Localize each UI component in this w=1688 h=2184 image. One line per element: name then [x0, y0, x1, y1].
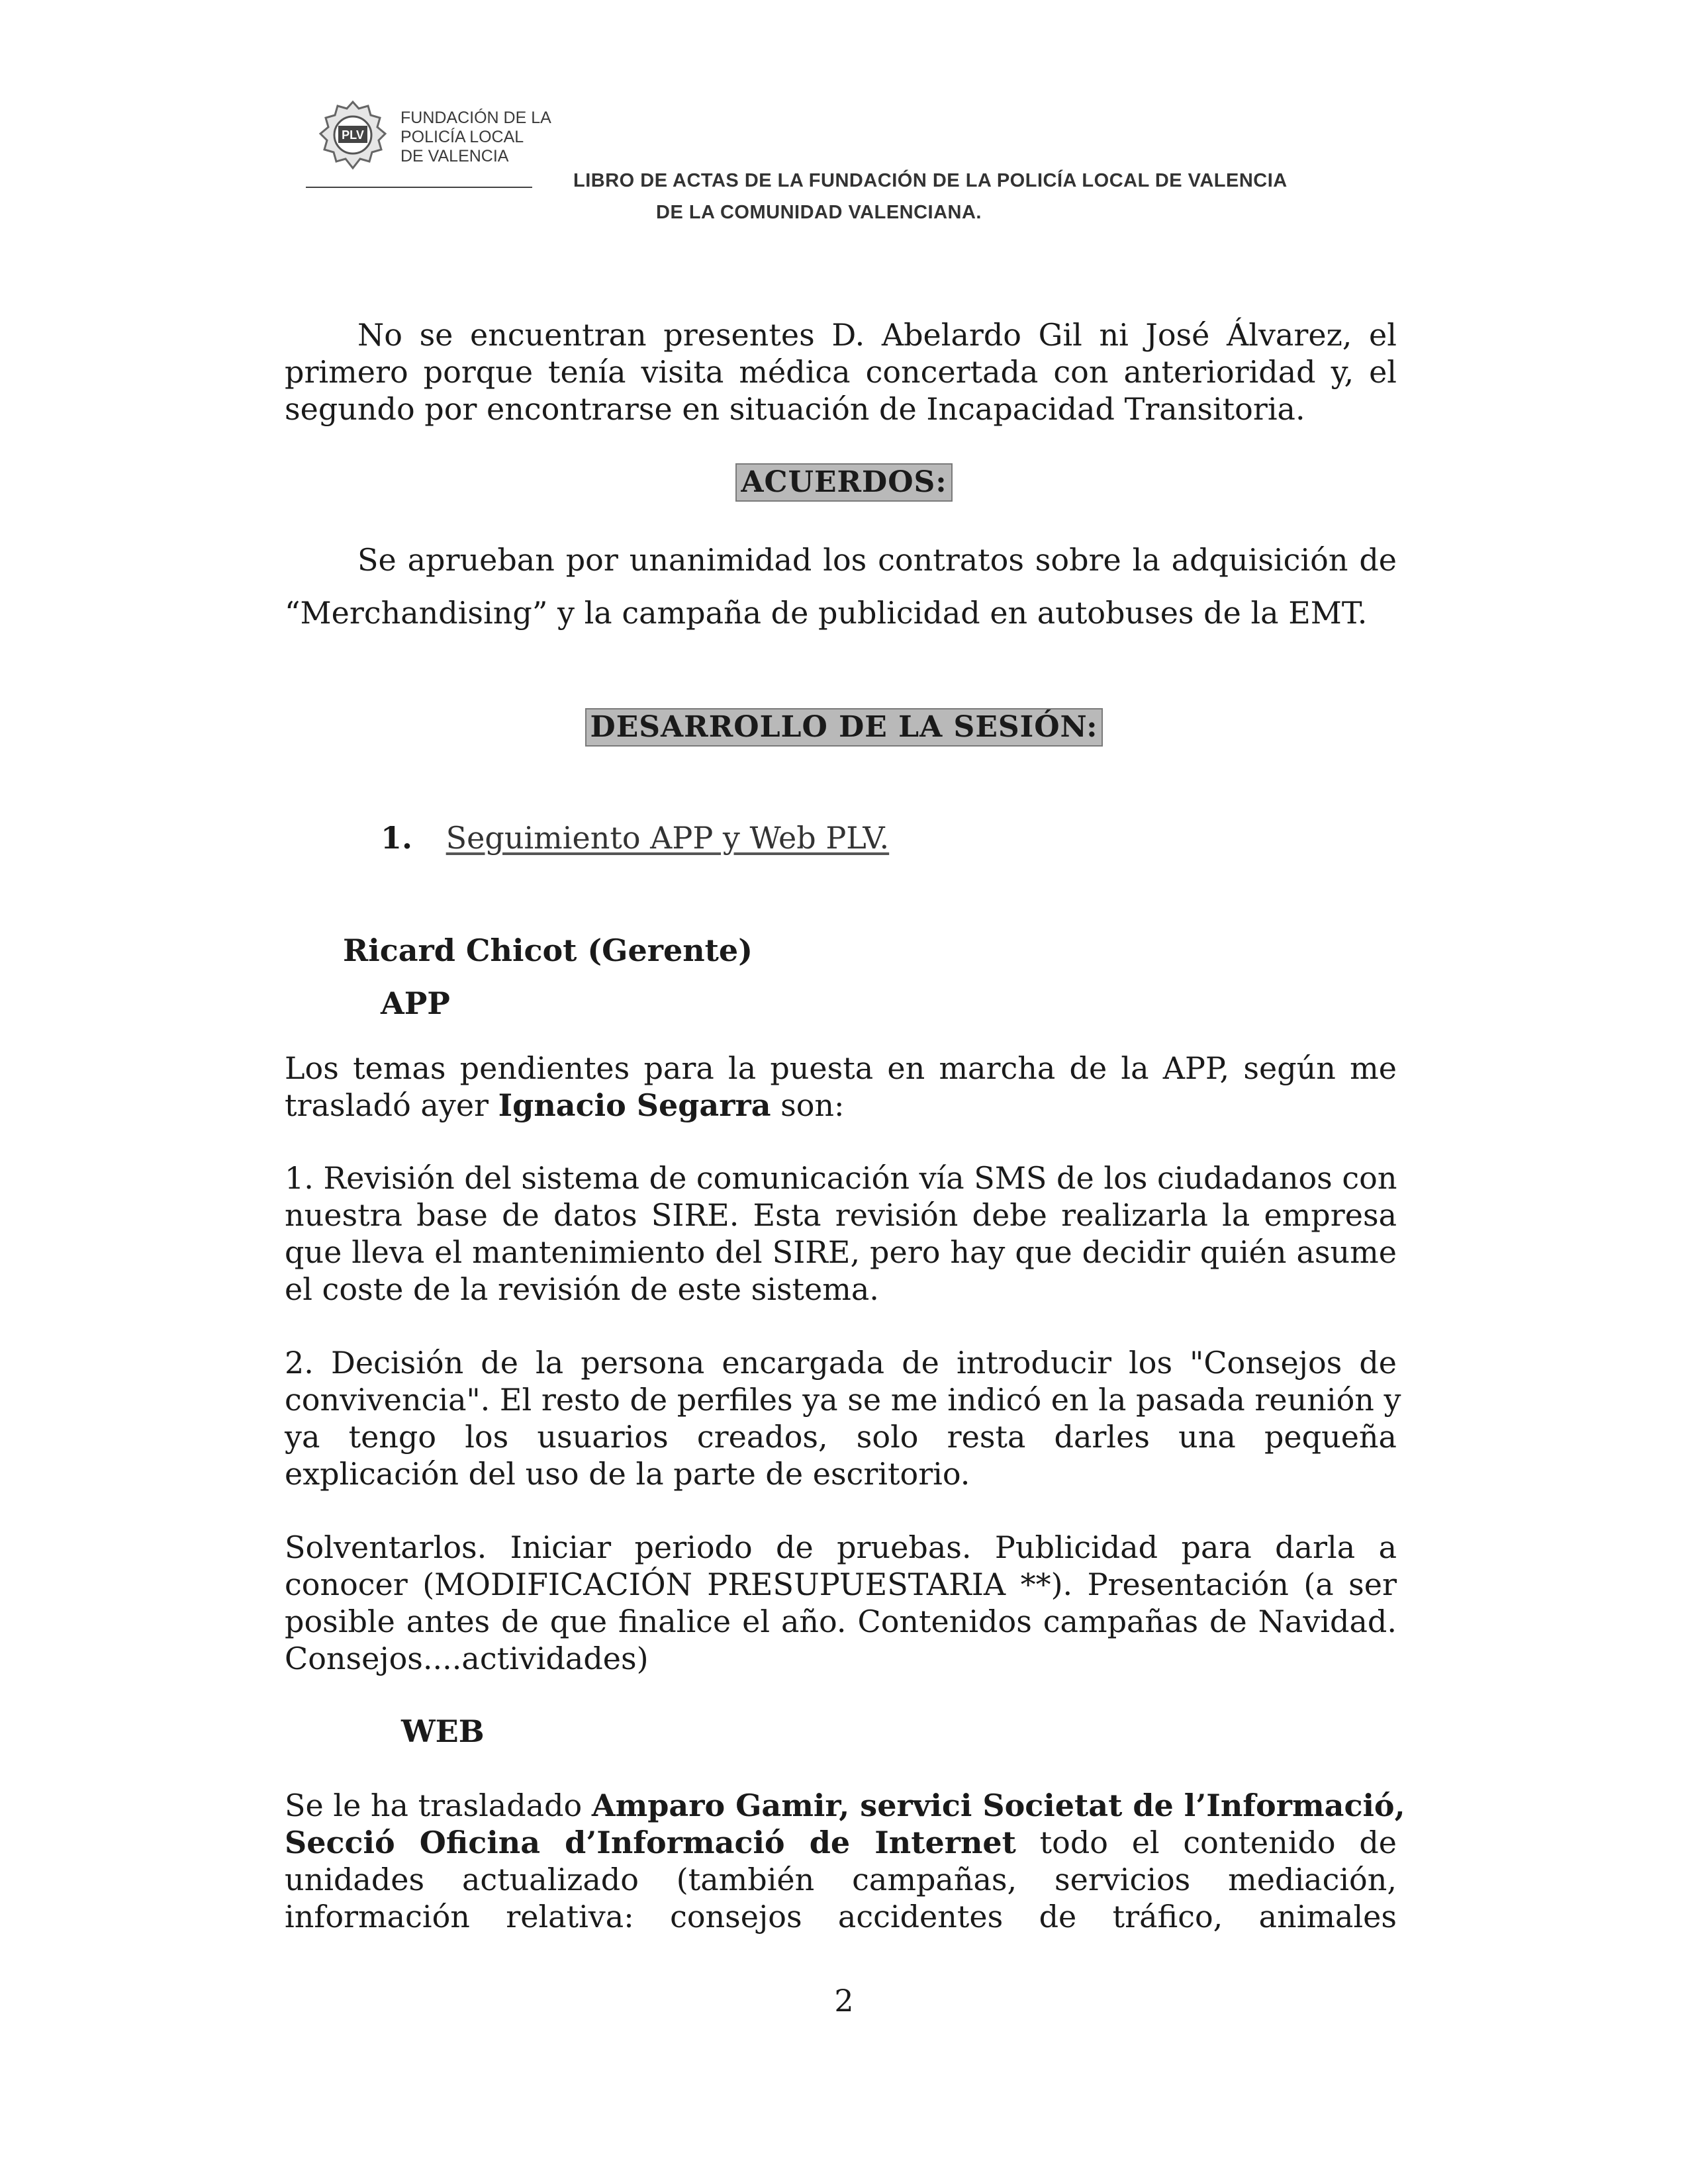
- paragraph-text: todo el contenido de: [1015, 1825, 1397, 1860]
- paragraph-line: convivencia". El resto de perfiles ya se me indicó en la pasada reunión y: [285, 1382, 1401, 1418]
- app-point-2: [285, 1344, 1401, 1492]
- paragraph-line: información relativa: consejos accidentes de tráfico, animales: [285, 1899, 1397, 1934]
- paragraph-line: el coste de la revisión de este sistema.: [285, 1271, 879, 1307]
- foundation-name-line: DE VALENCIA: [400, 147, 509, 165]
- acuerdos-heading-wrap: [0, 463, 1688, 502]
- agenda-item: [381, 819, 1307, 856]
- acuerdos-heading: ACUERDOS:: [735, 463, 952, 502]
- book-title-line: LIBRO DE ACTAS DE LA FUNDACIÓN DE LA POLICÍA LOCAL DE VALENCIA: [573, 170, 1288, 191]
- foundation-logo: [316, 99, 389, 172]
- paragraph-text: Se le ha trasladado: [285, 1788, 592, 1823]
- foundation-name: [400, 109, 551, 166]
- desarrollo-heading-wrap: [0, 708, 1688, 747]
- person-name: Amparo Gamir, servici Societat de l’Informació,: [591, 1788, 1405, 1823]
- web-paragraph: [285, 1787, 1405, 1935]
- desarrollo-heading: DESARROLLO DE LA SESIÓN:: [585, 708, 1103, 747]
- paragraph-line: que lleva el mantenimiento del SIRE, pero hay que decidir quién asume: [285, 1234, 1397, 1270]
- paragraph-text: trasladó ayer: [285, 1087, 498, 1123]
- paragraph-text: son:: [771, 1087, 845, 1123]
- agenda-item-title: Seguimiento APP y Web PLV.: [445, 820, 890, 856]
- book-title-line: DE LA COMUNIDAD VALENCIANA.: [656, 202, 982, 223]
- acuerdos-paragraph: [285, 541, 1397, 631]
- web-heading: WEB: [401, 1713, 485, 1749]
- foundation-name-line: POLICÍA LOCAL: [400, 128, 524, 146]
- paragraph-line: unidades actualizado (también campañas, servicios mediación,: [285, 1862, 1397, 1897]
- paragraph-line: Los temas pendientes para la puesta en marcha de la APP, según me: [285, 1050, 1397, 1086]
- agenda-item-number: 1.: [381, 820, 413, 856]
- paragraph-line: Solventarlos. Iniciar periodo de pruebas. Publicidad para darla a: [285, 1529, 1397, 1565]
- app-point-1: [285, 1160, 1397, 1308]
- paragraph-line: No se encuentran presentes D. Abelardo Gil ni José Álvarez, el: [357, 317, 1397, 353]
- logo-lettering: PLV: [342, 128, 364, 142]
- header-divider: [306, 187, 532, 188]
- app-intro-paragraph: [285, 1050, 1397, 1124]
- paragraph-line: 1. Revisión del sistema de comunicación vía SMS de los ciudadanos con: [285, 1160, 1397, 1196]
- page-number: 2: [834, 1983, 854, 2019]
- foundation-name-line: FUNDACIÓN DE LA: [400, 109, 551, 127]
- person-name: Ignacio Segarra: [498, 1087, 771, 1123]
- department-name: Secció Oficina d’Informació de Internet: [285, 1825, 1016, 1860]
- speaker-name: Ricard Chicot (Gerente): [343, 933, 753, 968]
- paragraph-line: explicación del uso de la parte de escritorio.: [285, 1456, 970, 1492]
- book-title: [573, 165, 1394, 228]
- paragraph-line: 2. Decisión de la persona encargada de introducir los "Consejos de: [285, 1345, 1397, 1381]
- paragraph-line: posible antes de que finalice el año. Contenidos campañas de Navidad.: [285, 1604, 1397, 1639]
- paragraph-line: Se aprueban por unanimidad los contratos sobre la adquisición de: [357, 542, 1397, 578]
- paragraph-line: conocer (MODIFICACIÓN PRESUPUESTARIA **). Presentación (a ser: [285, 1567, 1397, 1602]
- absent-paragraph: [285, 316, 1397, 428]
- paragraph-line: nuestra base de datos SIRE. Esta revisión debe realizarla la empresa: [285, 1197, 1397, 1233]
- paragraph-line: primero porque tenía visita médica concertada con anterioridad y, el: [285, 354, 1397, 390]
- next-steps-paragraph: [285, 1529, 1397, 1677]
- paragraph-line: ya tengo los usuarios creados, solo resta darles una pequeña: [285, 1419, 1397, 1455]
- paragraph-line: Consejos....actividades): [285, 1641, 649, 1676]
- paragraph-line: segundo por encontrarse en situación de Incapacidad Transitoria.: [285, 391, 1305, 427]
- app-heading: APP: [381, 985, 450, 1021]
- paragraph-line: “Merchandising” y la campaña de publicidad en autobuses de la EMT.: [285, 595, 1368, 631]
